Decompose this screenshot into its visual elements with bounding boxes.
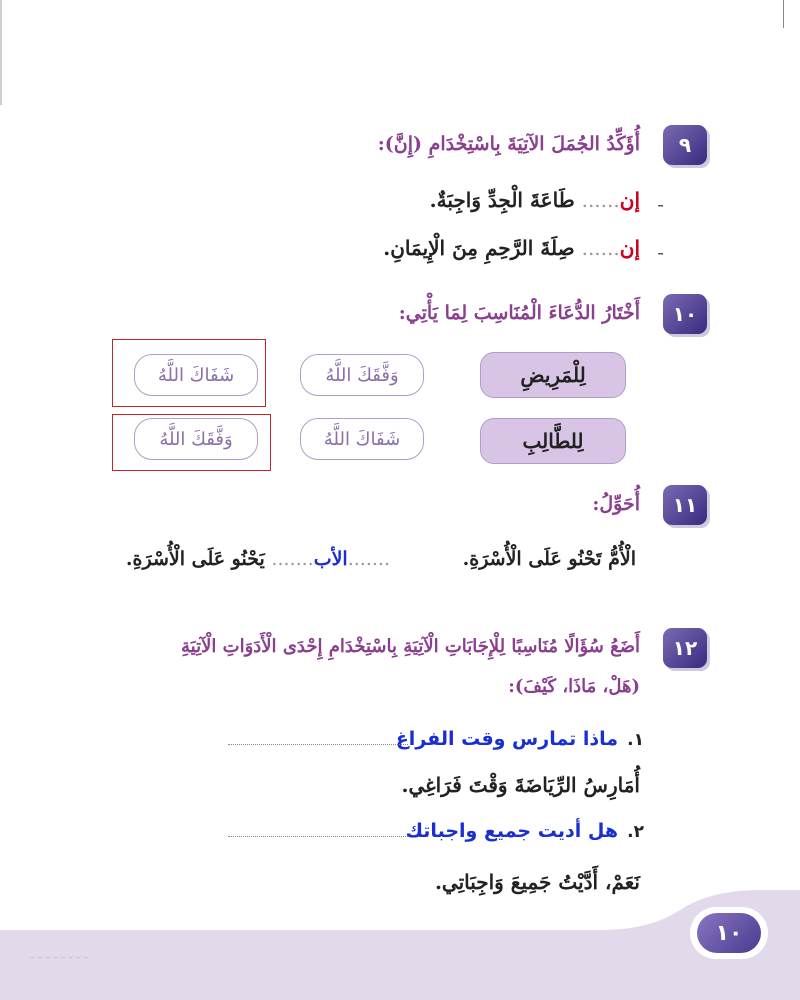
q12-item-1-question[interactable]: ماذا تمارس وقت الفراغ [395, 728, 618, 750]
question-12-badge [663, 628, 707, 668]
question-9-number: ٩ [678, 133, 692, 157]
question-11-number: ١١ [672, 493, 698, 517]
question-10-badge [663, 294, 707, 334]
q12-item-2-number: ٢. [627, 822, 644, 842]
row-2-option-2[interactable]: وَفَّقَكَ اللَّهُ [134, 418, 258, 460]
q9-line-2-text: صِلَةَ الرَّحِمِ مِنَ الْإِيمَانِ. [383, 236, 575, 260]
q9-line-1-text: طَاعَةَ الْجِدِّ وَاجِبَةٌ. [429, 188, 575, 212]
footer-print-marks: ‒ ‒ ‒ ‒ ‒ ‒ ‒ ‒ [30, 953, 89, 962]
row-1-option-2[interactable]: شَفَاكَ اللَّهُ [134, 354, 258, 396]
row-1-label: لِلْمَرِيضِ [480, 352, 626, 398]
page-number-badge [690, 907, 768, 959]
question-10-title: أَخْتَارُ الدُّعَاءَ الْمُنَاسِبَ لِمَا يَأْتِي: [398, 302, 640, 324]
q11-source-sentence: الْأُمُّ تَحْنُو عَلَى الْأُسْرَةِ. [462, 548, 636, 570]
q9-line-2-answer[interactable]: إن [619, 236, 640, 260]
q12-item-1-dotted-line [228, 744, 408, 745]
row-1-option-1[interactable]: وَفَّقَكَ اللَّهُ [300, 354, 424, 396]
question-9-badge [663, 125, 707, 165]
footer-band [0, 930, 800, 1000]
question-12-title-line-1: أَضَعُ سُؤَالًا مُنَاسِبًا لِلْإِجَابَاتِ الْآتِيَةِ بِاسْتِخْدَامِ إِحْدَى الْأَدَوَاتِ الْآتِيَةِ [181, 636, 640, 657]
question-12-number: ١٢ [672, 636, 698, 660]
q12-item-1-answer: أُمَارِسُ الرِّيَاضَةَ وَقْتَ فَرَاغِي. [401, 773, 640, 797]
row-2-option-1[interactable]: شَفَاكَ اللَّهُ [300, 418, 424, 460]
page-number: ١٠ [715, 920, 743, 946]
q11-target-sentence: .......الأب....... يَحْنُو عَلَى الْأُسْرَةِ. [125, 548, 390, 570]
selection-box-1 [112, 339, 266, 407]
q12-item-1-number: ١. [627, 730, 644, 750]
question-11-title: أُحَوِّلُ: [592, 493, 640, 515]
q12-item-2-dotted-line [228, 836, 408, 837]
q9-line-1: إن...... طَاعَةَ الْجِدِّ وَاجِبَةٌ. [429, 188, 640, 212]
q9-line-2: إن...... صِلَةَ الرَّحِمِ مِنَ الْإِيمَانِ. [383, 236, 640, 260]
question-10-number: ١٠ [672, 302, 698, 326]
selection-box-2 [112, 414, 271, 471]
question-12-title-line-2: (هَلْ، مَاذَا، كَيْفَ): [508, 676, 640, 697]
q11-answer[interactable]: الأب [313, 548, 348, 570]
q12-item-2-answer: نَعَمْ، أَدَّيْتُ جَمِيعَ وَاجِبَاتِي. [434, 870, 640, 894]
q9-line-2-dash: - [657, 240, 664, 264]
question-9-title: أُؤَكِّدُ الجُمَلَ الآتِيَةَ بِاسْتِخْدَامِ (إِنَّ): [377, 133, 640, 155]
q9-line-1-answer[interactable]: إن [619, 188, 640, 212]
page-margin-line [0, 0, 2, 105]
question-11-badge [663, 485, 707, 525]
q9-line-1-dash: - [657, 192, 664, 216]
crop-mark [783, 0, 784, 28]
row-2-label: لِلطَّالِبِ [480, 418, 626, 464]
q12-item-2-question[interactable]: هل أديت جميع واجباتك [405, 820, 618, 842]
